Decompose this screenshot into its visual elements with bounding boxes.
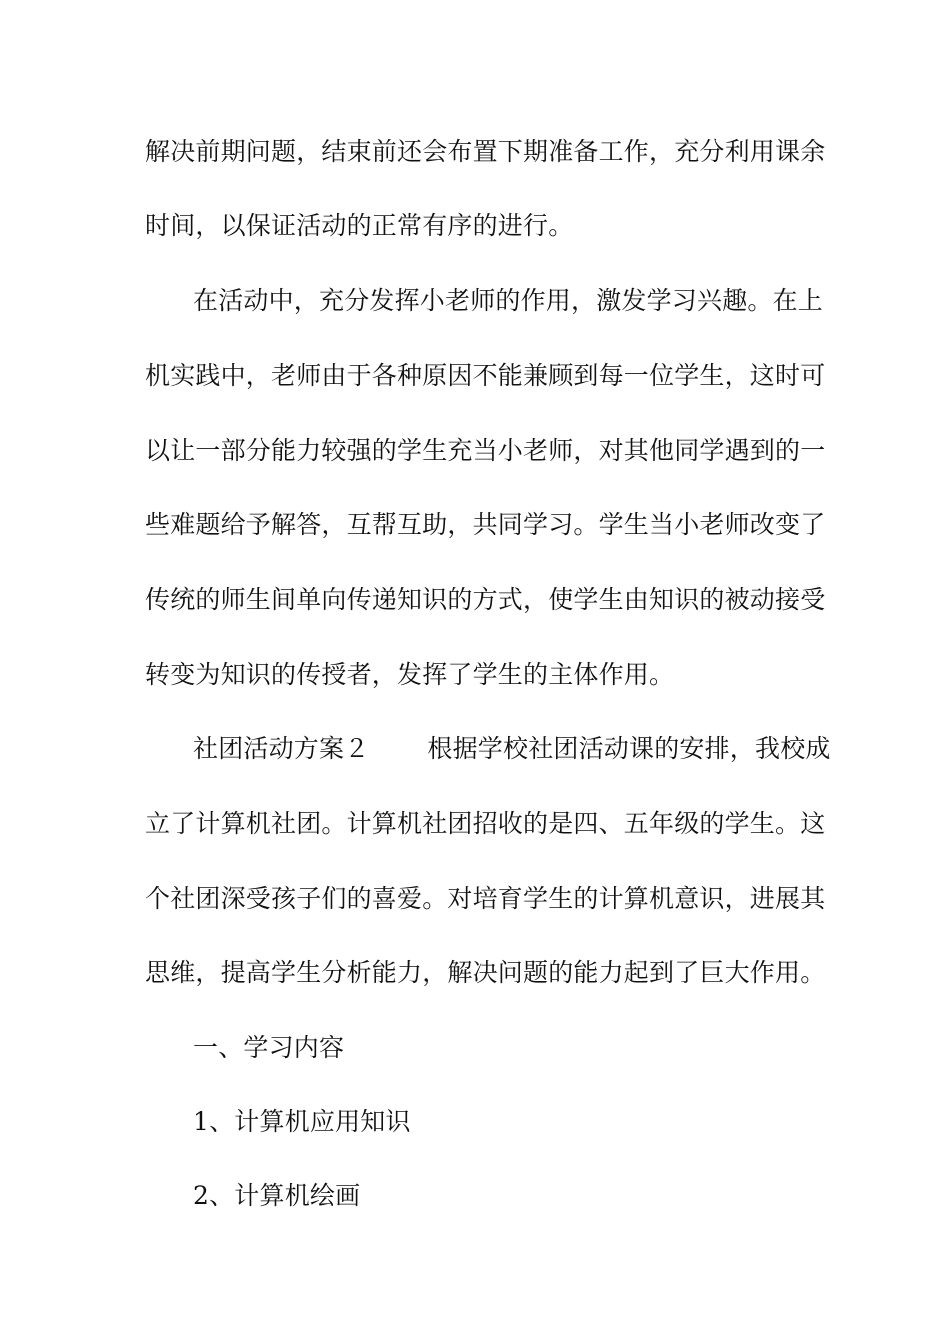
paragraph-2-line-6: 转变为知识的传授者，发挥了学生的主体作用。 bbox=[145, 660, 675, 689]
paragraph-1-line-1: 解决前期问题，结束前还会布置下期准备工作，充分利用课余 bbox=[145, 137, 826, 166]
section-2-line-2: 立了计算机社团。计算机社团招收的是四、五年级的学生。这 bbox=[145, 809, 826, 838]
paragraph-2-line-3: 以让一部分能力较强的学生充当小老师，对其他同学遇到的一 bbox=[145, 436, 826, 465]
paragraph-2-line-2: 机实践中，老师由于各种原因不能兼顾到每一位学生，这时可 bbox=[145, 361, 826, 390]
section-2-line-4: 思维，提高学生分析能力，解决问题的能力起到了巨大作用。 bbox=[145, 958, 826, 987]
list-item-2: 2、计算机绘画 bbox=[193, 1181, 361, 1210]
section-2-first-line bbox=[193, 729, 950, 769]
section-2-heading: 社团活动方案２ bbox=[193, 734, 370, 763]
paragraph-2-line-1: 在活动中，充分发挥小老师的作用，激发学习兴趣。在上 bbox=[193, 286, 824, 315]
content-heading: 一、学习内容 bbox=[193, 1033, 345, 1062]
list-item-1: 1、计算机应用知识 bbox=[193, 1107, 411, 1136]
paragraph-2-line-5: 传统的师生间单向传递知识的方式，使学生由知识的被动接受 bbox=[145, 585, 826, 614]
section-2-first-line-text: 根据学校社团活动课的安排，我校成 bbox=[427, 734, 831, 763]
paragraph-2-line-4: 些难题给予解答，互帮互助，共同学习。学生当小老师改变了 bbox=[145, 510, 826, 539]
paragraph-1-line-2: 时间，以保证活动的正常有序的进行。 bbox=[145, 211, 574, 240]
section-2-line-3: 个社团深受孩子们的喜爱。对培育学生的计算机意识，进展其 bbox=[145, 884, 826, 913]
